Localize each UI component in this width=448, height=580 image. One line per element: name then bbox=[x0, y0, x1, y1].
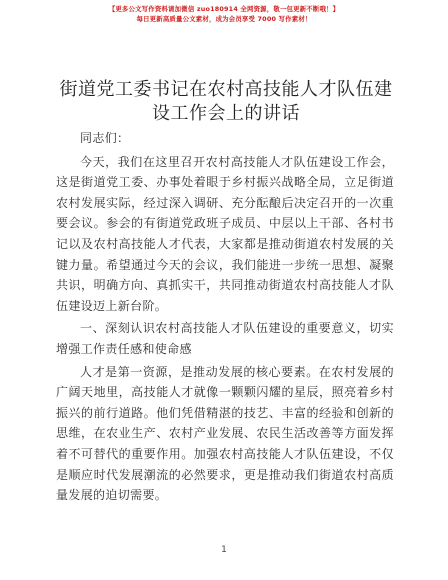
promo-banner bbox=[0, 4, 448, 24]
paragraph-talent: 人才是第一资源，是推动发展的核心要素。在农村发展的广阔天地里，高技能人才就像一颗颗闪耀的星辰，照亮着乡村振兴的前行道路。他们凭借精湛的技艺、丰富的经验和创新的思维，在农业生产、农村产业发展、农民生活改善等方面发挥着不可替代的重要作用。加强农村高技能人才队伍建设，不仅是顺应时代发展潮流的必然要求，更是推动我们街道农村高质量发展的迫切需要。 bbox=[56, 364, 394, 503]
page-number: 1 bbox=[221, 545, 227, 555]
paragraph-intro: 今天，我们在这里召开农村高技能人才队伍建设工作会，这是街道党工委、办事处着眼于乡村振兴战略全局，立足街道农村发展实际，经过深入调研、充分酝酿后决定召开的一次重要会议。参会的有街道党政班子成员、中层以上干部、各村书记以及农村高技能人才代表，大家都是推动街道农村发展的关键力量。希望通过今天的会议，我们能进一步统一思想、凝聚共识，明确方向、真抓实干，共同推动街道农村高技能人才队伍建设迈上新台阶。 bbox=[56, 154, 394, 313]
promo-banner-line-2: 每日更新高质量公文素材，成为会员享受 7000 写作素材！ bbox=[136, 15, 312, 23]
salutation: 同志们： bbox=[80, 131, 130, 145]
promo-banner-line-1: 【更多公文写作资料请加微信 zuo180914 全网资源，敬一包更新不断哦！】 bbox=[108, 5, 340, 13]
section-heading-1: 一、深刻认识农村高技能人才队伍建设的重要意义，切实增强工作责任感和使命感 bbox=[56, 321, 394, 356]
document-title: 街道党工委书记在农村高技能人才队伍建设工作会上的讲话 bbox=[59, 79, 393, 124]
document-body bbox=[56, 128, 394, 506]
